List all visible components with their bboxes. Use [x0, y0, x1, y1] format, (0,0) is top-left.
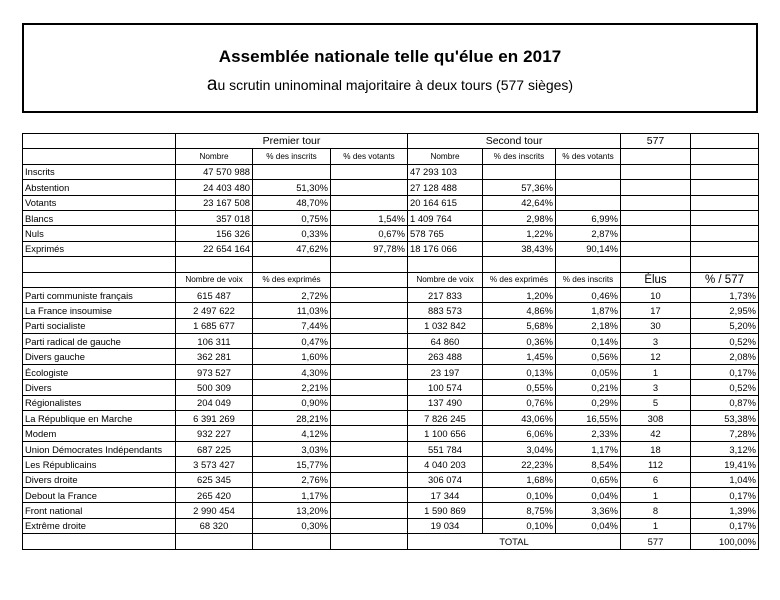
party-row — [23, 503, 759, 518]
second-round-pct-inscrits: 0,04% — [556, 518, 621, 533]
second-round-votes: 263 488 — [408, 349, 483, 364]
second-round-votes: 17 344 — [408, 487, 483, 502]
party-name: Parti communiste français — [23, 287, 176, 302]
second-round-votes: 1 590 869 — [408, 503, 483, 518]
empty-cell — [691, 257, 759, 272]
empty-cell — [331, 503, 408, 518]
first-round-pct-exprimes: 1,60% — [253, 349, 331, 364]
empty-cell — [621, 210, 691, 225]
first-round-votes: 687 225 — [176, 441, 253, 456]
first-round-votes: 625 345 — [176, 472, 253, 487]
page-subtitle — [24, 74, 756, 96]
second-round-pct-votants — [556, 180, 621, 195]
first-round-pct-inscrits: 0,33% — [253, 226, 331, 241]
elected-count: 8 — [621, 503, 691, 518]
pct-of-577: 7,28% — [691, 426, 759, 441]
party-row — [23, 318, 759, 333]
second-round-votes: 4 040 203 — [408, 457, 483, 472]
second-round-pct-exprimes: 1,68% — [483, 472, 556, 487]
total-pct: 100,00% — [691, 534, 759, 549]
party-name: Union Démocrates Indépendants — [23, 441, 176, 456]
empty-cell — [621, 195, 691, 210]
party-name: Écologiste — [23, 364, 176, 379]
party-name: Debout la France — [23, 487, 176, 502]
first-round-votes: 3 573 427 — [176, 457, 253, 472]
first-round-pct-exprimes: 13,20% — [253, 503, 331, 518]
party-row — [23, 411, 759, 426]
empty-cell — [331, 380, 408, 395]
party-row — [23, 518, 759, 533]
round-header-row — [23, 134, 759, 149]
empty-cell — [621, 241, 691, 256]
col-pct-577: % / 577 — [691, 272, 759, 287]
first-round-pct-votants — [331, 180, 408, 195]
empty-cell — [621, 226, 691, 241]
col-elus: Élus — [621, 272, 691, 287]
second-round-votes: 19 034 — [408, 518, 483, 533]
party-name: Divers droite — [23, 472, 176, 487]
empty-cell — [331, 272, 408, 287]
col-pct-votants-1: % des votants — [331, 149, 408, 164]
empty-cell — [408, 257, 483, 272]
second-round-votes: 306 074 — [408, 472, 483, 487]
second-round-pct-exprimes: 0,10% — [483, 518, 556, 533]
total-label: TOTAL — [408, 534, 621, 549]
second-round-pct-inscrits: 42,64% — [483, 195, 556, 210]
first-round-pct-votants — [331, 195, 408, 210]
subtitle-rest: u scrutin uninominal majoritaire à deux tours (577 sièges) — [217, 77, 574, 93]
pct-of-577: 53,38% — [691, 411, 759, 426]
col-nombre-1: Nombre — [176, 149, 253, 164]
elected-count: 30 — [621, 318, 691, 333]
first-round-count: 23 167 508 — [176, 195, 253, 210]
empty-cell — [23, 272, 176, 287]
party-row — [23, 364, 759, 379]
pct-of-577: 2,95% — [691, 303, 759, 318]
party-row — [23, 441, 759, 456]
party-row — [23, 334, 759, 349]
second-round-votes: 7 826 245 — [408, 411, 483, 426]
second-round-pct-inscrits: 1,17% — [556, 441, 621, 456]
first-round-count: 22 654 164 — [176, 241, 253, 256]
pct-of-577: 0,87% — [691, 395, 759, 410]
second-round-pct-exprimes: 6,06% — [483, 426, 556, 441]
empty-cell — [331, 257, 408, 272]
first-round-header: Premier tour — [176, 134, 408, 149]
elected-count: 5 — [621, 395, 691, 410]
empty-cell — [483, 257, 556, 272]
first-round-votes: 204 049 — [176, 395, 253, 410]
empty-cell — [331, 303, 408, 318]
empty-cell — [331, 411, 408, 426]
second-round-count: 20 164 615 — [408, 195, 483, 210]
second-round-pct-inscrits: 8,54% — [556, 457, 621, 472]
first-round-pct-exprimes: 7,44% — [253, 318, 331, 333]
second-round-pct-votants — [556, 164, 621, 179]
elected-count: 308 — [621, 411, 691, 426]
second-round-pct-inscrits: 0,21% — [556, 380, 621, 395]
spacer-row — [23, 257, 759, 272]
second-round-pct-inscrits: 57,36% — [483, 180, 556, 195]
second-round-pct-inscrits: 0,65% — [556, 472, 621, 487]
second-round-pct-exprimes: 0,10% — [483, 487, 556, 502]
empty-cell — [23, 257, 176, 272]
second-round-pct-inscrits: 0,56% — [556, 349, 621, 364]
elected-count: 18 — [621, 441, 691, 456]
empty-cell — [691, 210, 759, 225]
empty-cell — [691, 180, 759, 195]
first-round-votes: 973 527 — [176, 364, 253, 379]
empty-cell — [331, 364, 408, 379]
second-round-votes: 23 197 — [408, 364, 483, 379]
party-row — [23, 457, 759, 472]
pct-of-577: 1,73% — [691, 287, 759, 302]
summary-row — [23, 164, 759, 179]
empty-cell — [691, 164, 759, 179]
party-name: Les Républicains — [23, 457, 176, 472]
second-round-pct-inscrits: 0,04% — [556, 487, 621, 502]
party-name: Parti socialiste — [23, 318, 176, 333]
seats-total-header: 577 — [621, 134, 691, 149]
results-table — [22, 133, 759, 550]
col-pct-inscrits-1: % des inscrits — [253, 149, 331, 164]
second-round-votes: 883 573 — [408, 303, 483, 318]
pct-of-577: 0,52% — [691, 380, 759, 395]
row-label: Abstention — [23, 180, 176, 195]
first-round-votes: 362 281 — [176, 349, 253, 364]
first-round-pct-exprimes: 2,21% — [253, 380, 331, 395]
empty-cell — [331, 534, 408, 549]
pct-of-577: 0,17% — [691, 364, 759, 379]
party-name: La France insoumise — [23, 303, 176, 318]
first-round-pct-exprimes: 2,76% — [253, 472, 331, 487]
elected-count: 1 — [621, 518, 691, 533]
first-round-pct-votants: 97,78% — [331, 241, 408, 256]
first-round-count: 47 570 988 — [176, 164, 253, 179]
empty-cell — [331, 487, 408, 502]
col-pct-votants-2: % des votants — [556, 149, 621, 164]
summary-row — [23, 180, 759, 195]
second-round-pct-inscrits: 38,43% — [483, 241, 556, 256]
empty-cell — [331, 349, 408, 364]
first-round-pct-exprimes: 4,30% — [253, 364, 331, 379]
party-name: Divers gauche — [23, 349, 176, 364]
column-header-row — [23, 149, 759, 164]
second-round-count: 578 765 — [408, 226, 483, 241]
second-round-pct-votants: 90,14% — [556, 241, 621, 256]
first-round-pct-votants: 0,67% — [331, 226, 408, 241]
elected-count: 17 — [621, 303, 691, 318]
elected-count: 1 — [621, 487, 691, 502]
elected-count: 3 — [621, 380, 691, 395]
row-label: Inscrits — [23, 164, 176, 179]
second-round-count: 1 409 764 — [408, 210, 483, 225]
col-nombre-2: Nombre — [408, 149, 483, 164]
first-round-pct-inscrits — [253, 164, 331, 179]
title-box — [22, 23, 758, 113]
second-round-pct-exprimes: 8,75% — [483, 503, 556, 518]
second-round-votes: 1 100 656 — [408, 426, 483, 441]
empty-cell — [253, 257, 331, 272]
first-round-pct-votants — [331, 164, 408, 179]
first-round-pct-inscrits: 47,62% — [253, 241, 331, 256]
second-round-count: 27 128 488 — [408, 180, 483, 195]
second-round-pct-votants: 2,87% — [556, 226, 621, 241]
pct-of-577: 0,52% — [691, 334, 759, 349]
first-round-pct-exprimes: 0,47% — [253, 334, 331, 349]
first-round-pct-inscrits: 0,75% — [253, 210, 331, 225]
empty-cell — [331, 318, 408, 333]
elected-count: 12 — [621, 349, 691, 364]
second-round-pct-inscrits: 0,46% — [556, 287, 621, 302]
second-round-pct-inscrits: 1,87% — [556, 303, 621, 318]
pct-of-577: 2,08% — [691, 349, 759, 364]
pct-of-577: 1,39% — [691, 503, 759, 518]
second-round-pct-exprimes: 3,04% — [483, 441, 556, 456]
party-header-row — [23, 272, 759, 287]
row-label: Nuls — [23, 226, 176, 241]
party-row — [23, 287, 759, 302]
second-round-header: Second tour — [408, 134, 621, 149]
party-name: Front national — [23, 503, 176, 518]
col-pct-inscrits-2: % des inscrits — [483, 149, 556, 164]
elected-count: 112 — [621, 457, 691, 472]
empty-cell — [331, 457, 408, 472]
pct-of-577: 0,17% — [691, 518, 759, 533]
first-round-count: 357 018 — [176, 210, 253, 225]
elected-count: 42 — [621, 426, 691, 441]
col-nombre-voix-1: Nombre de voix — [176, 272, 253, 287]
party-name: Divers — [23, 380, 176, 395]
second-round-pct-inscrits — [483, 164, 556, 179]
second-round-pct-inscrits: 0,29% — [556, 395, 621, 410]
first-round-pct-exprimes: 11,03% — [253, 303, 331, 318]
party-name: Régionalistes — [23, 395, 176, 410]
empty-cell — [176, 534, 253, 549]
first-round-votes: 265 420 — [176, 487, 253, 502]
row-label: Blancs — [23, 210, 176, 225]
first-round-votes: 68 320 — [176, 518, 253, 533]
first-round-pct-inscrits: 51,30% — [253, 180, 331, 195]
pct-of-577: 5,20% — [691, 318, 759, 333]
summary-row — [23, 195, 759, 210]
page-title: Assemblée nationale telle qu'élue en 2017 — [218, 47, 562, 66]
second-round-pct-exprimes: 43,06% — [483, 411, 556, 426]
party-row — [23, 395, 759, 410]
row-label: Exprimés — [23, 241, 176, 256]
second-round-pct-votants: 6,99% — [556, 210, 621, 225]
first-round-pct-exprimes: 0,30% — [253, 518, 331, 533]
first-round-votes: 106 311 — [176, 334, 253, 349]
second-round-pct-inscrits: 3,36% — [556, 503, 621, 518]
first-round-pct-exprimes: 2,72% — [253, 287, 331, 302]
second-round-pct-exprimes: 1,45% — [483, 349, 556, 364]
first-round-pct-exprimes: 15,77% — [253, 457, 331, 472]
subtitle-first-letter: a — [206, 74, 218, 95]
second-round-votes: 1 032 842 — [408, 318, 483, 333]
party-row — [23, 349, 759, 364]
second-round-count: 47 293 103 — [408, 164, 483, 179]
second-round-pct-exprimes: 0,76% — [483, 395, 556, 410]
empty-cell — [331, 472, 408, 487]
first-round-votes: 1 685 677 — [176, 318, 253, 333]
second-round-pct-exprimes: 0,13% — [483, 364, 556, 379]
second-round-pct-inscrits: 2,33% — [556, 426, 621, 441]
party-name: Parti radical de gauche — [23, 334, 176, 349]
second-round-votes: 217 833 — [408, 287, 483, 302]
first-round-pct-inscrits: 48,70% — [253, 195, 331, 210]
empty-cell — [331, 518, 408, 533]
second-round-votes: 64 860 — [408, 334, 483, 349]
first-round-pct-exprimes: 0,90% — [253, 395, 331, 410]
first-round-pct-exprimes: 28,21% — [253, 411, 331, 426]
empty-cell — [23, 534, 176, 549]
row-label: Votants — [23, 195, 176, 210]
party-name: Extrême droite — [23, 518, 176, 533]
pct-of-577: 0,17% — [691, 487, 759, 502]
elected-count: 1 — [621, 364, 691, 379]
first-round-count: 24 403 480 — [176, 180, 253, 195]
second-round-pct-inscrits: 2,18% — [556, 318, 621, 333]
party-row — [23, 303, 759, 318]
first-round-pct-exprimes: 4,12% — [253, 426, 331, 441]
col-nombre-voix-2: Nombre de voix — [408, 272, 483, 287]
second-round-votes: 100 574 — [408, 380, 483, 395]
second-round-votes: 137 490 — [408, 395, 483, 410]
second-round-pct-exprimes: 22,23% — [483, 457, 556, 472]
elected-count: 10 — [621, 287, 691, 302]
first-round-votes: 932 227 — [176, 426, 253, 441]
first-round-pct-votants: 1,54% — [331, 210, 408, 225]
first-round-votes: 500 309 — [176, 380, 253, 395]
second-round-pct-votants — [556, 195, 621, 210]
empty-cell — [331, 441, 408, 456]
empty-cell — [621, 257, 691, 272]
first-round-pct-exprimes: 1,17% — [253, 487, 331, 502]
second-round-pct-inscrits: 0,14% — [556, 334, 621, 349]
summary-row — [23, 241, 759, 256]
party-row — [23, 472, 759, 487]
empty-cell — [331, 334, 408, 349]
first-round-pct-exprimes: 3,03% — [253, 441, 331, 456]
col-pct-exprimes-1: % des exprimés — [253, 272, 331, 287]
second-round-pct-exprimes: 4,86% — [483, 303, 556, 318]
party-row — [23, 487, 759, 502]
summary-row — [23, 226, 759, 241]
party-row — [23, 426, 759, 441]
pct-of-577: 1,04% — [691, 472, 759, 487]
col-pct-exprimes-2: % des exprimés — [483, 272, 556, 287]
second-round-pct-exprimes: 0,55% — [483, 380, 556, 395]
second-round-count: 18 176 066 — [408, 241, 483, 256]
first-round-votes: 615 487 — [176, 287, 253, 302]
second-round-pct-inscrits: 1,22% — [483, 226, 556, 241]
empty-cell — [556, 257, 621, 272]
second-round-pct-exprimes: 5,68% — [483, 318, 556, 333]
elected-count: 6 — [621, 472, 691, 487]
empty-cell — [691, 241, 759, 256]
first-round-votes: 2 990 454 — [176, 503, 253, 518]
pct-of-577: 3,12% — [691, 441, 759, 456]
empty-cell — [331, 426, 408, 441]
second-round-pct-exprimes: 1,20% — [483, 287, 556, 302]
second-round-votes: 551 784 — [408, 441, 483, 456]
total-elected: 577 — [621, 534, 691, 549]
party-row — [23, 380, 759, 395]
elected-count: 3 — [621, 334, 691, 349]
empty-cell — [253, 534, 331, 549]
first-round-votes: 2 497 622 — [176, 303, 253, 318]
second-round-pct-inscrits: 16,55% — [556, 411, 621, 426]
party-name: Modem — [23, 426, 176, 441]
empty-cell — [176, 257, 253, 272]
second-round-pct-exprimes: 0,36% — [483, 334, 556, 349]
col-pct-inscrits-2b: % des inscrits — [556, 272, 621, 287]
first-round-count: 156 326 — [176, 226, 253, 241]
empty-cell — [331, 395, 408, 410]
summary-row — [23, 210, 759, 225]
empty-cell — [621, 180, 691, 195]
second-round-pct-inscrits: 2,98% — [483, 210, 556, 225]
total-row — [23, 534, 759, 549]
pct-of-577: 19,41% — [691, 457, 759, 472]
first-round-votes: 6 391 269 — [176, 411, 253, 426]
empty-cell — [691, 226, 759, 241]
empty-cell — [331, 287, 408, 302]
second-round-pct-inscrits: 0,05% — [556, 364, 621, 379]
party-name: La République en Marche — [23, 411, 176, 426]
empty-cell — [691, 195, 759, 210]
empty-cell — [621, 164, 691, 179]
